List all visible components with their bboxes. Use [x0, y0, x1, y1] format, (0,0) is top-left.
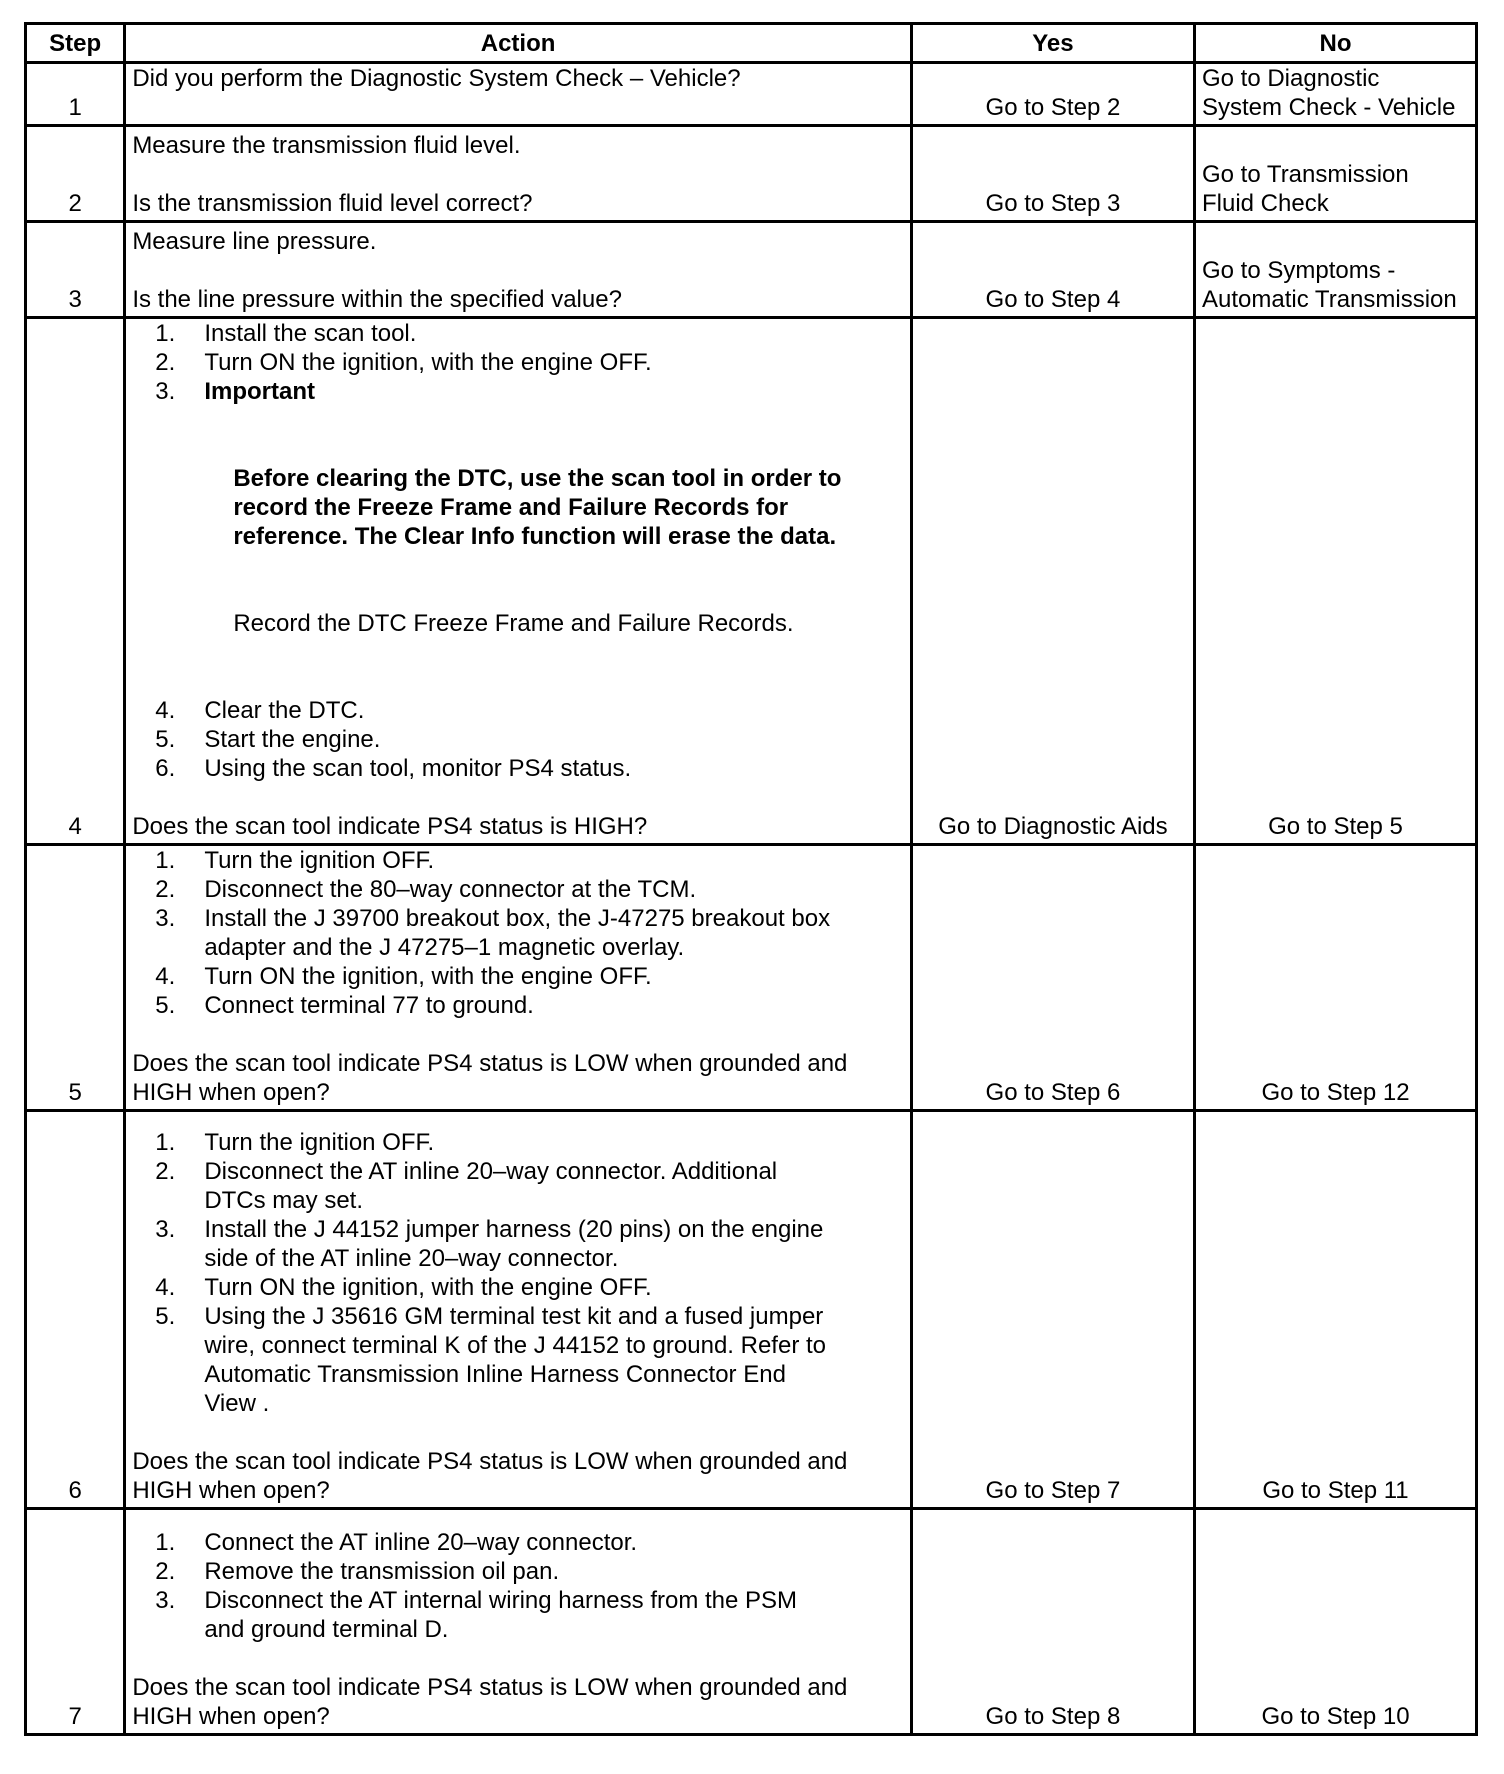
item-text: Install the J 39700 breakout box, the J-47275 breakout box adapter and the J 47275–1 magnetic overlay.	[204, 905, 831, 961]
item-number: 1.	[155, 320, 176, 347]
yes-cell: Go to Step 7	[911, 1111, 1194, 1509]
question-text: HIGH when open?	[132, 1703, 330, 1730]
yes-cell: Go to Step 8	[911, 1509, 1194, 1735]
no-text: Automatic Transmission	[1201, 286, 1457, 313]
header-yes: Yes	[911, 24, 1194, 63]
action-cell	[125, 63, 912, 126]
header-action: Action	[125, 24, 912, 63]
list-item	[132, 348, 904, 377]
item-number: 4.	[155, 697, 176, 724]
header-row	[26, 24, 1477, 63]
important-label: Important	[204, 378, 315, 405]
question-text: Does the scan tool indicate PS4 status is LOW when grounded and	[132, 1050, 848, 1077]
table-row	[26, 1509, 1477, 1735]
item-number: 5.	[155, 726, 176, 753]
list-item	[132, 1157, 904, 1215]
item-number: 1.	[155, 1129, 176, 1156]
item-number: 2.	[155, 1158, 176, 1185]
table-row	[26, 845, 1477, 1111]
item-text: Disconnect the AT inline 20–way connector. Additional DTCs may set.	[204, 1158, 778, 1214]
important-text: record the Freeze Frame and Failure Records for	[233, 494, 789, 521]
list-item	[132, 991, 904, 1020]
step-number: 6	[26, 1111, 125, 1509]
no-cell: Go to Step 10	[1194, 1509, 1476, 1735]
table-row	[26, 318, 1477, 845]
numbered-list	[132, 1528, 904, 1644]
list-item	[132, 1128, 904, 1157]
item-number: 2.	[155, 1558, 176, 1585]
item-text: Turn ON the ignition, with the engine OFF.	[204, 963, 652, 990]
step-number: 5	[26, 845, 125, 1111]
no-text: Go to Transmission	[1201, 161, 1409, 188]
item-text: Install the J 44152 jumper harness (20 pins) on the engine side of the AT inline 20–way connector.	[204, 1216, 824, 1272]
no-cell	[1194, 126, 1476, 222]
action-cell	[125, 126, 912, 222]
question-text: Is the transmission fluid level correct?	[132, 190, 533, 217]
action-cell	[125, 1111, 912, 1509]
question-text: Did you perform the Diagnostic System Check – Vehicle?	[132, 65, 741, 92]
item-number: 1.	[155, 1529, 176, 1556]
question-text: Does the scan tool indicate PS4 status is LOW when grounded and	[132, 1674, 848, 1701]
no-cell	[1194, 222, 1476, 318]
item-number: 3.	[155, 1587, 176, 1614]
list-item	[132, 875, 904, 904]
numbered-list	[132, 696, 904, 783]
item-text: Clear the DTC.	[204, 697, 365, 724]
table-row	[26, 126, 1477, 222]
action-cell	[125, 318, 912, 845]
header-step: Step	[26, 24, 125, 63]
item-text: Using the J 35616 GM terminal test kit and a fused jumper wire, connect terminal K of the J 44152 to ground. Refer to Automatic Transmission Inline Harness Connector End View .	[204, 1303, 826, 1417]
table-row	[26, 222, 1477, 318]
yes-cell: Go to Step 2	[911, 63, 1194, 126]
yes-cell: Go to Step 3	[911, 126, 1194, 222]
no-cell: Go to Step 5	[1194, 318, 1476, 845]
list-item	[132, 754, 904, 783]
item-text: Connect terminal 77 to ground.	[204, 992, 534, 1019]
list-item	[132, 1586, 904, 1644]
no-cell: Go to Step 12	[1194, 845, 1476, 1111]
action-text: Measure the transmission fluid level.	[132, 132, 521, 159]
item-text: Using the scan tool, monitor PS4 status.	[204, 755, 632, 782]
list-item	[132, 1302, 904, 1418]
question-text: Does the scan tool indicate PS4 status is HIGH?	[132, 813, 648, 840]
no-text: Go to Symptoms -	[1201, 257, 1396, 284]
table-row	[26, 63, 1477, 126]
item-text: Connect the AT inline 20–way connector.	[204, 1529, 638, 1556]
action-cell	[125, 1509, 912, 1735]
list-item	[132, 319, 904, 348]
item-text: Turn ON the ignition, with the engine OFF.	[204, 349, 652, 376]
item-number: 5.	[155, 992, 176, 1019]
no-text: Go to Diagnostic	[1201, 65, 1380, 92]
item-text: Turn ON the ignition, with the engine OFF.	[204, 1274, 652, 1301]
item-number: 3.	[155, 905, 176, 932]
item-number: 3.	[155, 1216, 176, 1243]
item-text: Install the scan tool.	[204, 320, 417, 347]
step-number: 7	[26, 1509, 125, 1735]
action-text: Measure line pressure.	[132, 228, 377, 255]
numbered-list	[132, 846, 904, 1020]
list-item	[132, 962, 904, 991]
item-number: 6.	[155, 755, 176, 782]
item-text: Disconnect the 80–way connector at the TCM.	[204, 876, 697, 903]
list-item	[132, 846, 904, 875]
no-cell: Go to Step 11	[1194, 1111, 1476, 1509]
list-item	[132, 1528, 904, 1557]
table-row	[26, 1111, 1477, 1509]
item-number: 1.	[155, 847, 176, 874]
important-text: Before clearing the DTC, use the scan tool in order to	[233, 465, 842, 492]
question-text: HIGH when open?	[132, 1477, 330, 1504]
numbered-list	[132, 1128, 904, 1418]
numbered-list	[132, 319, 904, 406]
list-item	[132, 725, 904, 754]
list-item	[132, 696, 904, 725]
yes-cell: Go to Step 6	[911, 845, 1194, 1111]
item-number: 2.	[155, 349, 176, 376]
no-text: Fluid Check	[1201, 190, 1329, 217]
question-text: Is the line pressure within the specified value?	[132, 286, 622, 313]
yes-cell: Go to Step 4	[911, 222, 1194, 318]
question-text: HIGH when open?	[132, 1079, 330, 1106]
item-number: 3.	[155, 378, 176, 405]
question-text: Does the scan tool indicate PS4 status is LOW when grounded and	[132, 1448, 848, 1475]
step-number: 4	[26, 318, 125, 845]
step-number: 2	[26, 126, 125, 222]
item-number: 2.	[155, 876, 176, 903]
diagnostic-table	[24, 22, 1478, 1736]
action-cell	[125, 222, 912, 318]
item-text: Turn the ignition OFF.	[204, 847, 435, 874]
item-number: 5.	[155, 1303, 176, 1330]
important-text: reference. The Clear Info function will erase the data.	[233, 523, 837, 550]
list-item	[132, 1273, 904, 1302]
list-item	[132, 1215, 904, 1273]
record-text: Record the DTC Freeze Frame and Failure Records.	[233, 610, 794, 637]
item-text: Remove the transmission oil pan.	[204, 1558, 560, 1585]
item-text: Disconnect the AT internal wiring harness from the PSM and ground terminal D.	[204, 1587, 798, 1643]
item-text: Start the engine.	[204, 726, 381, 753]
action-cell	[125, 845, 912, 1111]
item-number: 4.	[155, 963, 176, 990]
list-item	[132, 904, 904, 962]
no-text: System Check - Vehicle	[1201, 94, 1456, 121]
step-number: 1	[26, 63, 125, 126]
header-no: No	[1194, 24, 1476, 63]
step-number: 3	[26, 222, 125, 318]
item-number: 4.	[155, 1274, 176, 1301]
list-item	[132, 1557, 904, 1586]
list-item	[132, 377, 904, 406]
item-text: Turn the ignition OFF.	[204, 1129, 435, 1156]
yes-cell: Go to Diagnostic Aids	[911, 318, 1194, 845]
no-cell	[1194, 63, 1476, 126]
